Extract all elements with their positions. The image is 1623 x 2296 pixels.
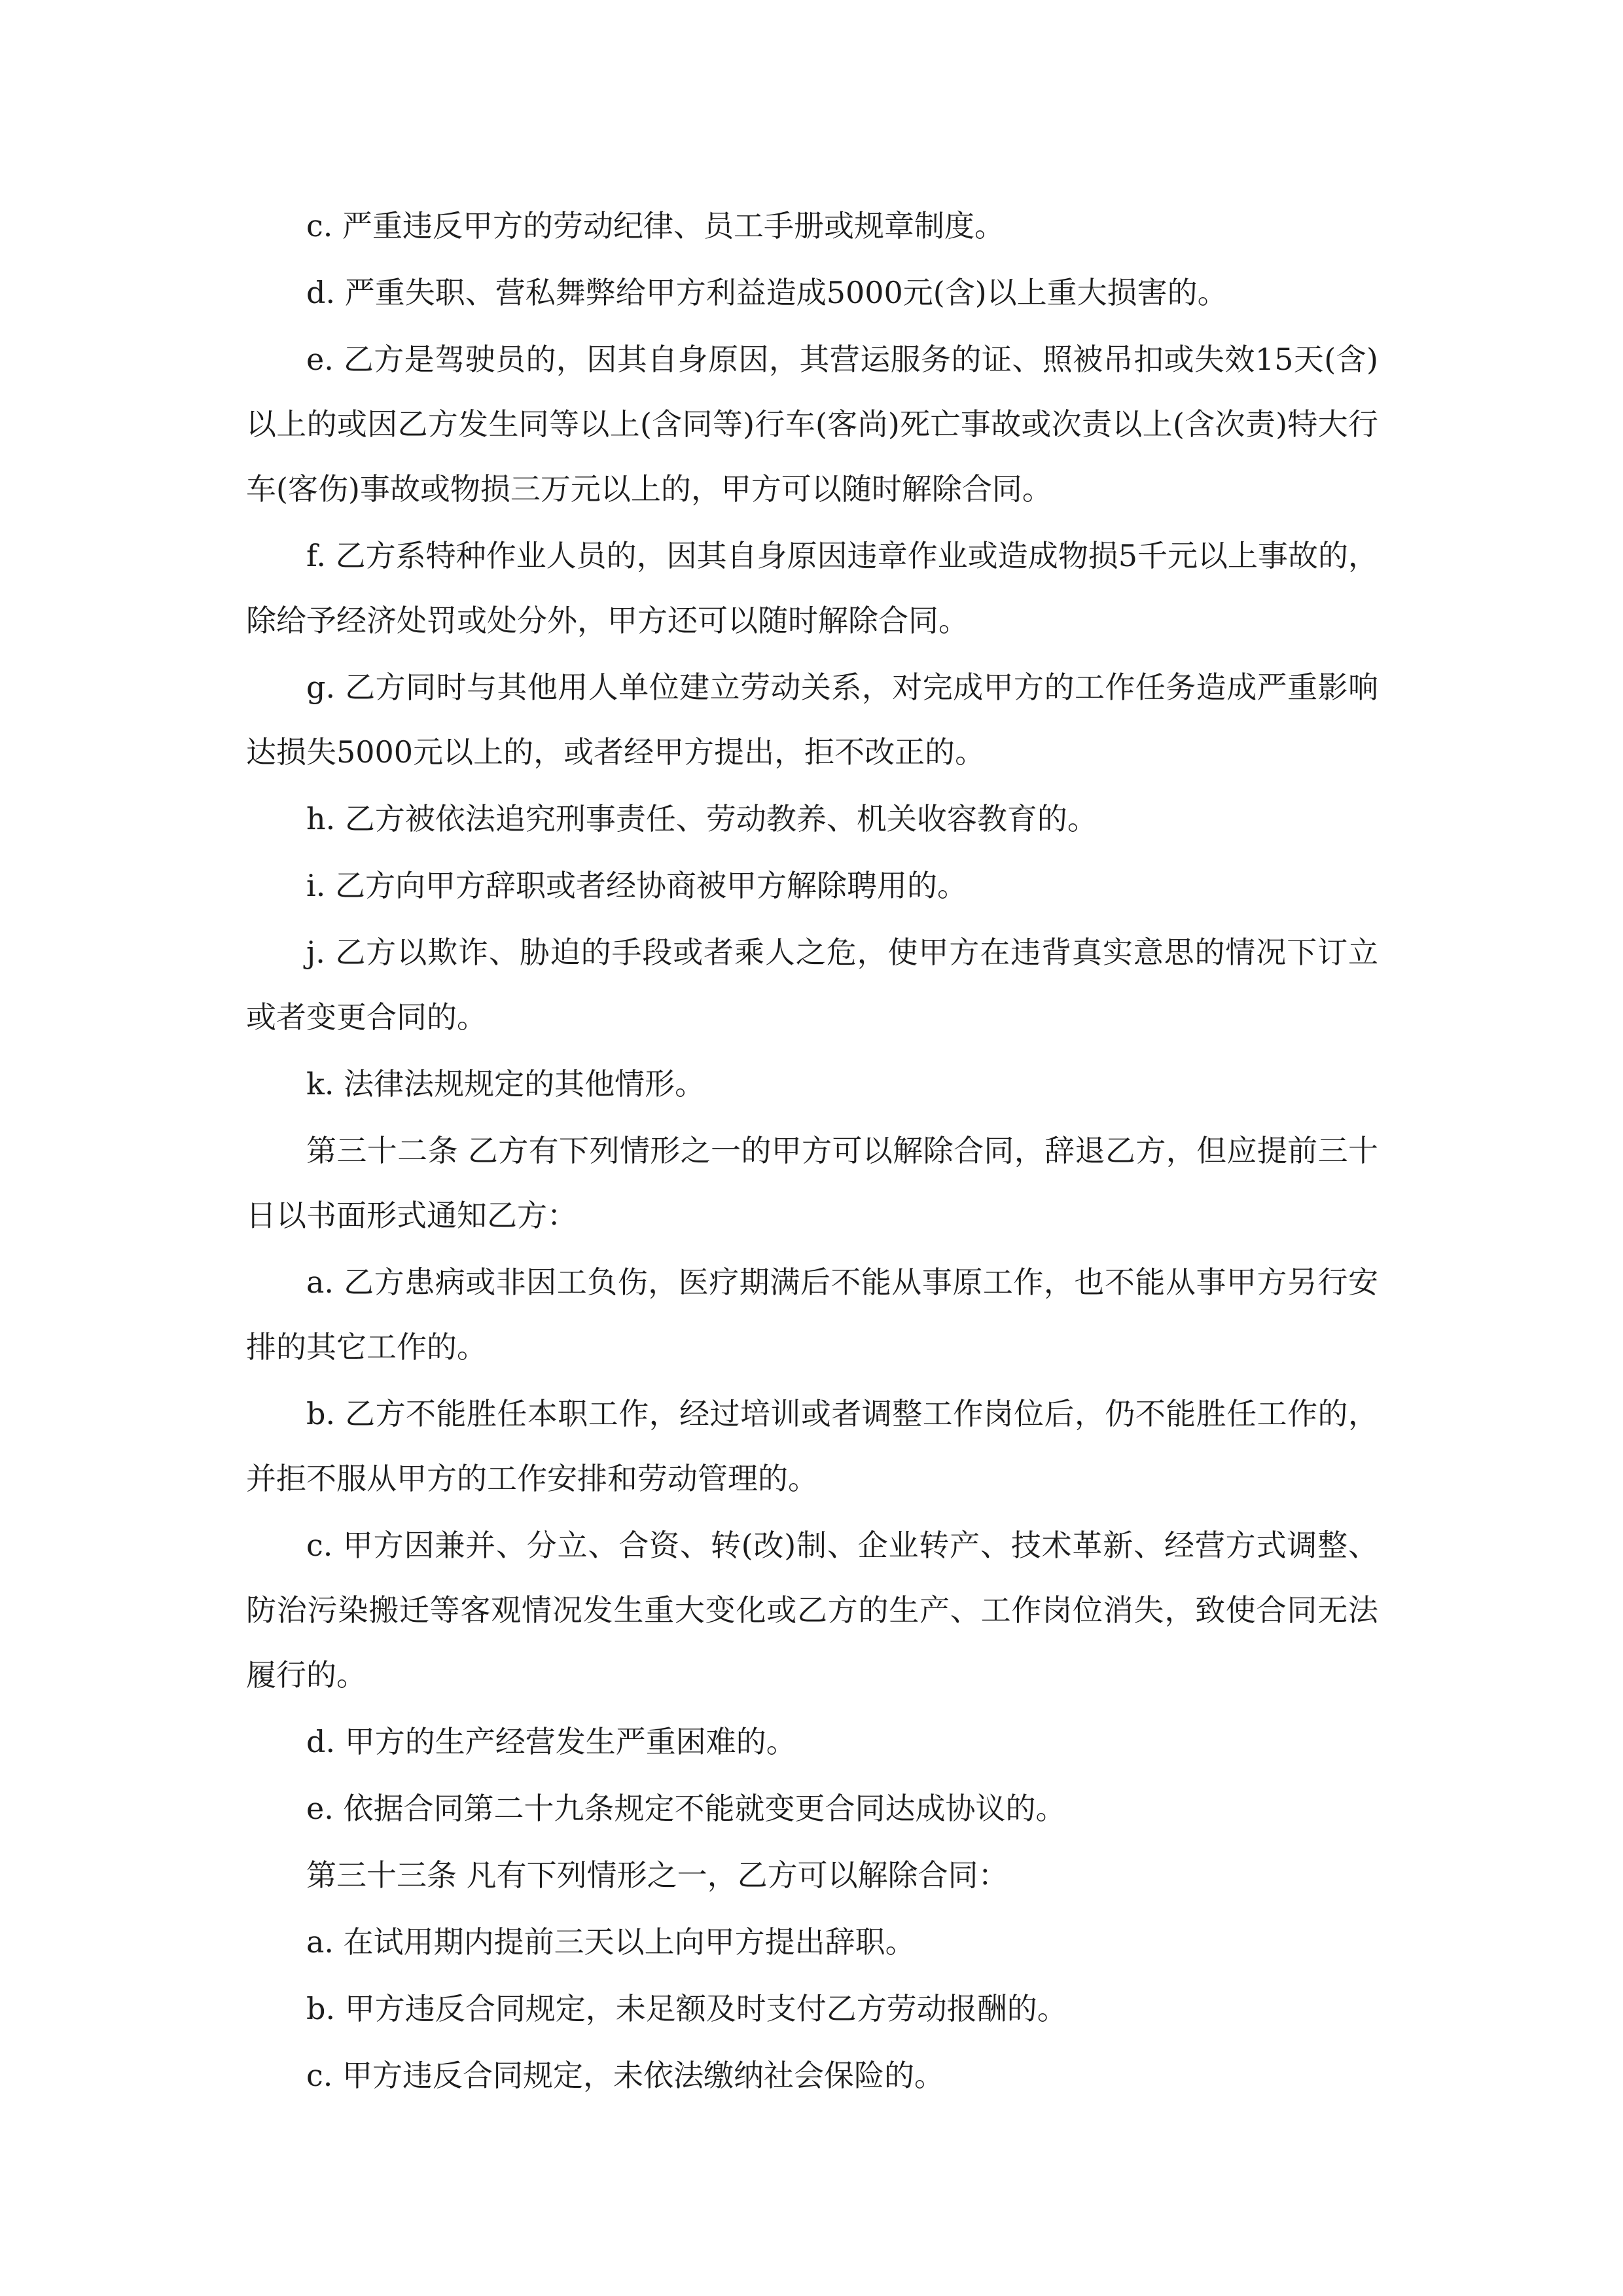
clause-c-discipline: c. 严重违反甲方的劳动纪律、员工手册或规章制度。 — [306, 208, 1005, 243]
clause-e-driver: e. 乙方是驾驶员的，因其自身原因，其营运服务的证、照被吊扣或失效15天(含)以上的或因乙方发生同等以上(含同等)行车(客尚)死亡事故或次责以上(含次责)特大行车(客伤)事故或物损三万元以上的，甲方可以随时解除合同。 — [246, 342, 1378, 507]
article-32-clause-a: a. 乙方患病或非因工负伤，医疗期满后不能从事原工作，也不能从事甲方另行安排的其它工作的。 — [246, 1265, 1378, 1365]
contract-body — [246, 194, 1378, 2110]
clause-j-fraud: j. 乙方以欺诈、胁迫的手段或者乘人之危，使甲方在违背真实意思的情况下订立或者变更合同的。 — [246, 935, 1378, 1035]
article-32-clause-e: e. 依据合同第二十九条规定不能就变更合同达成协议的。 — [306, 1791, 1066, 1826]
article-33-clause-b: b. 甲方违反合同规定，未足额及时支付乙方劳动报酬的。 — [306, 1991, 1067, 2026]
clause-g-dual-employment: g. 乙方同时与其他用人单位建立劳动关系，对完成甲方的工作任务造成严重影响达损失5000元以上的，或者经甲方提出，拒不改正的。 — [246, 670, 1378, 770]
article-32-clause-c: c. 甲方因兼并、分立、合资、转(改)制、企业转产、技术革新、经营方式调整、防治污染搬迁等客观情况发生重大变化或乙方的生产、工作岗位消失，致使合同无法履行的。 — [246, 1528, 1378, 1693]
article-33: 第三十三条 凡有下列情形之一，乙方可以解除合同： — [306, 1857, 1008, 1893]
clause-f-special-operator: f. 乙方系特种作业人员的，因其自身原因违章作业或造成物损5千元以上事故的，除给予经济处罚或处分外，甲方还可以随时解除合同。 — [246, 538, 1378, 638]
article-33-clause-c: c. 甲方违反合同规定，未依法缴纳社会保险的。 — [306, 2058, 945, 2093]
clause-h-criminal: h. 乙方被依法追究刑事责任、劳动教养、机关收容教育的。 — [306, 801, 1097, 836]
article-32: 第三十二条 乙方有下列情形之一的甲方可以解除合同，辞退乙方，但应提前三十日以书面形式通知乙方： — [246, 1133, 1378, 1233]
clause-k-other: k. 法律法规规定的其他情形。 — [306, 1066, 705, 1102]
article-33-clause-a: a. 在试用期内提前三天以上向甲方提出辞职。 — [306, 1924, 916, 1960]
article-32-clause-b: b. 乙方不能胜任本职工作，经过培训或者调整工作岗位后，仍不能胜任工作的，并拒不服从甲方的工作安排和劳动管理的。 — [246, 1396, 1378, 1496]
clause-i-resignation: i. 乙方向甲方辞职或者经协商被甲方解除聘用的。 — [306, 868, 967, 903]
article-32-clause-d: d. 甲方的生产经营发生严重困难的。 — [306, 1724, 796, 1759]
clause-d-dereliction: d. 严重失职、营私舞弊给甲方利益造成5000元(含)以上重大损害的。 — [306, 275, 1228, 310]
